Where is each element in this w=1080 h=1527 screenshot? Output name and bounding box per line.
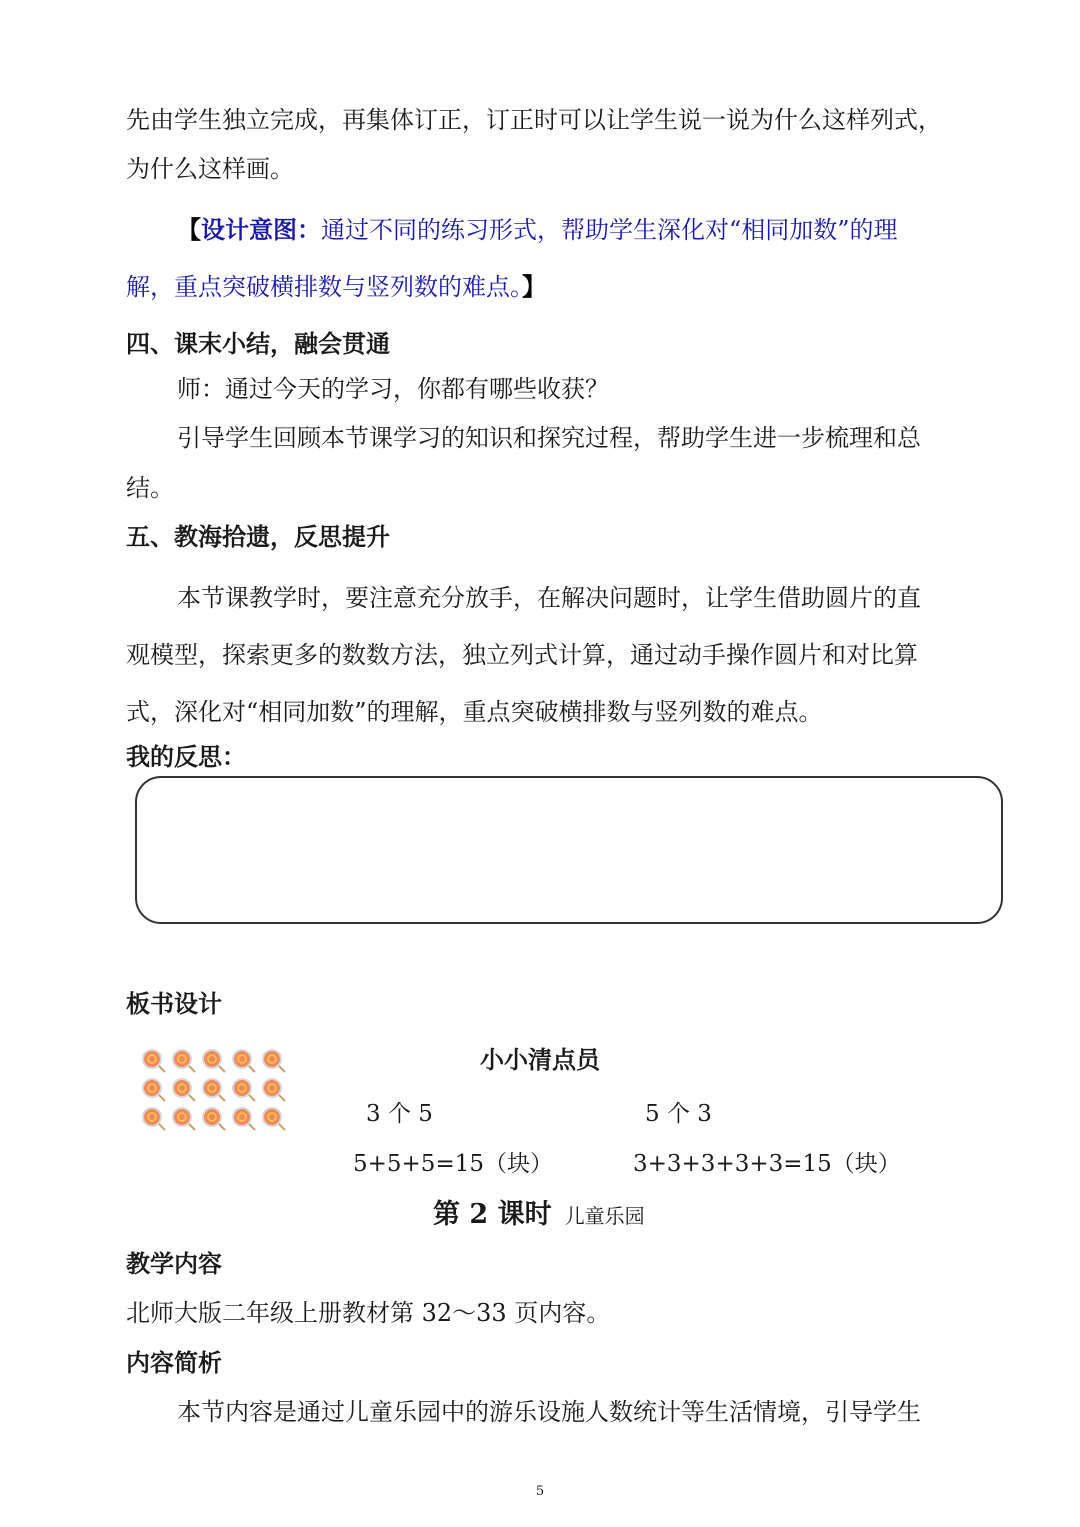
design-intent-line xyxy=(177,216,898,245)
teacher-line: 师：通过今天的学习，你都有哪些收获？ xyxy=(177,375,609,403)
close-bracket: 】 xyxy=(522,272,546,301)
lollipop-icon xyxy=(143,1079,165,1101)
content-analysis-text: 本节内容是通过儿童乐园中的游乐设施人数统计等生活情境，引导学生 xyxy=(177,1398,921,1426)
board-left-equation: 5+5+5=15（块） xyxy=(353,1151,553,1177)
guide-line: 结。 xyxy=(126,474,174,502)
board-right-label: 5 个 3 xyxy=(645,1101,712,1127)
section-heading: 教学内容 xyxy=(126,1249,222,1278)
section-heading: 内容简析 xyxy=(126,1348,222,1377)
reflection-paragraph-line: 观模型，探索更多的数数方法，独立列式计算，通过动手操作圆片和对比算 xyxy=(126,641,918,669)
lollipop-icon xyxy=(173,1050,195,1072)
paragraph-line: 先由学生独立完成，再集体订正，订正时可以让学生说一说为什么这样列式， xyxy=(126,106,942,134)
design-intent-line xyxy=(126,273,546,302)
lollipop-icon xyxy=(233,1108,255,1130)
candy-grid-image xyxy=(130,1043,300,1135)
teaching-content-text: 北师大版二年级上册教材第 32～33 页内容。 xyxy=(126,1299,611,1327)
my-reflection-label: 我的反思： xyxy=(126,742,246,771)
lollipop-icon xyxy=(143,1108,165,1130)
guide-line: 引导学生回顾本节课学习的知识和探究过程，帮助学生进一步梳理和总 xyxy=(177,424,921,452)
lollipop-icon xyxy=(233,1050,255,1072)
open-bracket: 【 xyxy=(177,215,201,244)
lollipop-icon xyxy=(263,1108,285,1130)
section-heading: 四、课末小结，融会贯通 xyxy=(126,329,390,358)
lollipop-icon xyxy=(203,1050,225,1072)
board-heading: 板书设计 xyxy=(126,989,222,1018)
page-number: 5 xyxy=(535,1484,545,1499)
lollipop-icon xyxy=(263,1079,285,1101)
section-heading: 五、教海拾遗，反思提升 xyxy=(126,522,390,551)
reflection-paragraph-line: 本节课教学时，要注意充分放手，在解决问题时，让学生借助圆片的直 xyxy=(177,584,921,612)
lollipop-icon xyxy=(173,1079,195,1101)
lesson-title-sub: 儿童乐园 xyxy=(564,1204,645,1228)
lesson-title xyxy=(433,1192,645,1231)
design-intent-label: 设计意图： xyxy=(201,215,321,244)
lollipop-icon xyxy=(233,1079,255,1101)
paragraph-line: 为什么这样画。 xyxy=(126,155,294,183)
lollipop-icon xyxy=(173,1108,195,1130)
lollipop-icon xyxy=(203,1079,225,1101)
board-right-equation: 3+3+3+3+3=15（块） xyxy=(633,1151,901,1177)
board-left-label: 3 个 5 xyxy=(366,1101,433,1127)
board-title: 小小清点员 xyxy=(480,1046,600,1074)
design-intent-text: 解，重点突破横排数与竖列数的难点。 xyxy=(126,273,522,301)
lesson-title-main: 第 2 课时 xyxy=(433,1199,552,1230)
lollipop-icon xyxy=(203,1108,225,1130)
design-intent-text: 通过不同的练习形式，帮助学生深化对“相同加数”的理 xyxy=(321,216,898,244)
lollipop-icon xyxy=(263,1050,285,1072)
reflection-box[interactable] xyxy=(135,776,1003,924)
lollipop-icon xyxy=(143,1050,165,1072)
reflection-paragraph-line: 式，深化对“相同加数”的理解，重点突破横排数与竖列数的难点。 xyxy=(126,698,823,726)
